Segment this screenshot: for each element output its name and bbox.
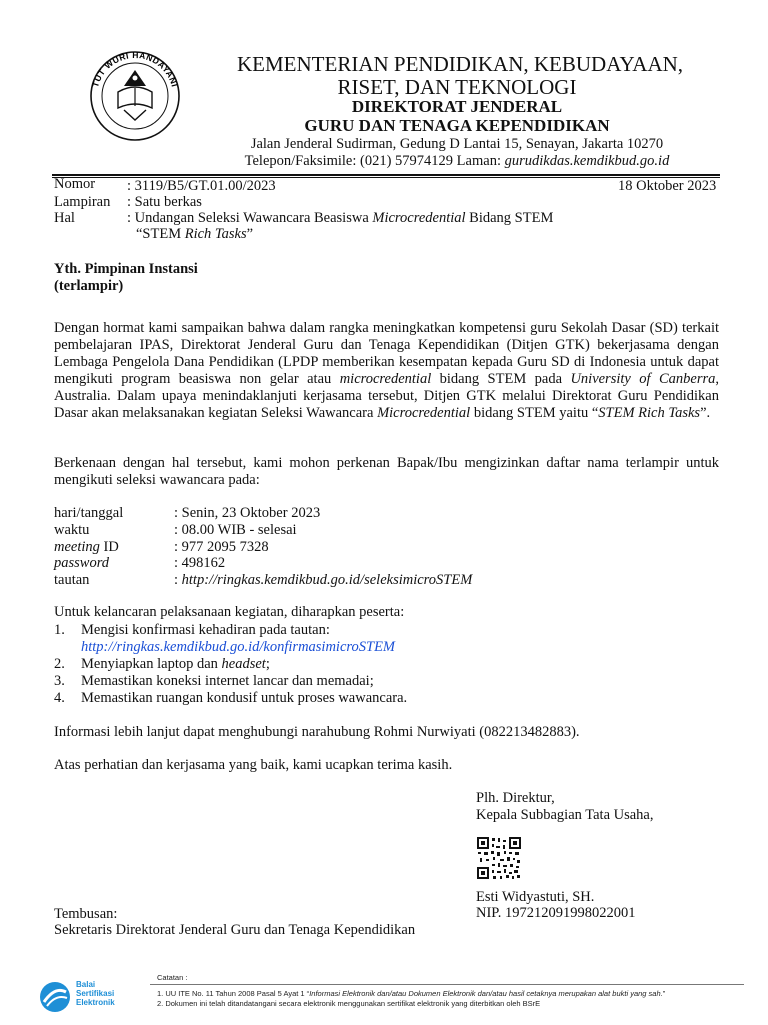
- hal-text: : Undangan Seleksi Wawancara Beasiswa: [127, 210, 373, 226]
- note1-prefix: 1. UU ITE No. 11 Tahun 2008 Pasal 5 Ayat 1 “: [157, 989, 310, 998]
- signer-title-2: Kepala Subbagian Tata Usaha,: [476, 807, 654, 823]
- instruction-text-2: [81, 656, 270, 673]
- hal-suffix: Bidang STEM: [465, 210, 554, 226]
- hal-line2-italic: Rich Tasks: [184, 226, 247, 242]
- p1-text-3: , Australia. Dalam upaya menindaklanjuti kerjasama tersebut, Ditjen GTK melalui Direktorat Guru Pendidikan Dasar akan melaksanakan kegiatan Seleksi Wawancara: [54, 371, 719, 421]
- directorate-line2: GURU DAN TENAGA KEPENDIDIKAN: [304, 116, 610, 135]
- qr-code: [476, 836, 522, 880]
- instruction-number-3: 3.: [54, 673, 65, 689]
- contact-info: Informasi lebih lanjut dapat menghubungi narahubung Rohmi Nurwiyati (082213482883).: [54, 724, 580, 740]
- p1-text-5: ”.: [700, 405, 711, 421]
- ministry-name-line2: RISET, DAN TEKNOLOGI: [337, 75, 577, 99]
- recipient-line2: (terlampir): [54, 278, 124, 294]
- schedule-value-meeting-id: : 977 2095 7328: [174, 539, 269, 555]
- bsre-text-2: Sertifikasi: [76, 989, 115, 998]
- ministry-name-line1: KEMENTERIAN PENDIDIKAN, KEBUDAYAAN,: [237, 52, 684, 76]
- bsre-text-3: Elektronik: [76, 998, 115, 1007]
- hal-label: Hal: [54, 210, 75, 226]
- bsre-logo: [36, 976, 146, 1016]
- tut-wuri-handayani-logo: [80, 48, 190, 144]
- nomor-label: Nomor: [54, 176, 96, 192]
- hal-value: [127, 210, 553, 227]
- p1-text-2: bidang STEM pada: [431, 371, 571, 387]
- schedule-label-link: tautan: [54, 572, 90, 588]
- hal-line2: [136, 226, 253, 243]
- link-prefix: :: [174, 572, 182, 588]
- seleksi-link[interactable]: http://ringkas.kemdikbud.go.id/seleksimicroSTEM: [181, 572, 473, 588]
- note1-suffix: ”: [662, 989, 666, 998]
- signer-title-1: Plh. Direktur,: [476, 790, 555, 806]
- instruction-2-end: ;: [265, 656, 270, 672]
- closing-thanks: Atas perhatian dan kerjasama yang baik, kami ucapkan terima kasih.: [54, 757, 453, 773]
- p1-text-1: Dengan hormat kami sampaikan bahwa dalam rangka meningkatkan kompetensi guru Sekolah Dasar (SD) terkait pembelajaran IPAS, Direktorat Jenderal Guru dan Tenaga Kependidikan (Ditjen GTK) bekerjasama dengan Lembaga Pengelola Dana Pendidikan (LPDP memberikan kesempatan kepada Guru SD di Indonesia untuk dapat mengikuti program beasiswa non gelar atau: [54, 320, 719, 387]
- hal-line2-open: “STEM: [136, 226, 185, 242]
- meeting-label-rest: ID: [99, 539, 119, 555]
- schedule-label-meeting-id: [54, 539, 119, 556]
- catatan-note-2: 2. Dokumen ini telah ditandatangani secara elektronik menggunakan sertifikat elektronik yang diterbitkan oleh BSrE: [157, 999, 541, 1008]
- instructions-intro: Untuk kelancaran pelaksanaan kegiatan, diharapkan peserta:: [54, 604, 405, 620]
- tembusan-value: Sekretaris Direktorat Jenderal Guru dan Tenaga Kependidikan: [54, 922, 416, 938]
- schedule-value-link: [174, 572, 472, 589]
- konfirmasi-link[interactable]: http://ringkas.kemdikbud.go.id/konfirmasimicroSTEM: [81, 639, 396, 655]
- recipient-line1: Yth. Pimpinan Instansi: [54, 261, 198, 277]
- instruction-number-1: 1.: [54, 622, 65, 638]
- body-paragraph-2: Berkenaan dengan hal tersebut, kami mohon perkenan Bapak/Ibu mengizinkan daftar nama terlampir untuk mengikuti seleksi wawancara pada:: [54, 455, 719, 488]
- tembusan-label: Tembusan:: [54, 906, 118, 922]
- schedule-value-date: : Senin, 23 Oktober 2023: [174, 505, 321, 521]
- hal-italic: Microcredential: [372, 210, 466, 226]
- bsre-emblem-icon: [38, 980, 72, 1014]
- instruction-text-3: Memastikan koneksi internet lancar dan memadai;: [81, 673, 374, 689]
- p1-italic-4: STEM Rich Tasks: [598, 405, 701, 421]
- instruction-text-4: Memastikan ruangan kondusif untuk proses wawancara.: [81, 690, 408, 706]
- svg-text:TUT WURI HANDAYANI: TUT WURI HANDAYANI: [90, 49, 180, 89]
- header-rule-thick: [52, 174, 720, 176]
- instruction-2-italic: headset: [221, 656, 266, 672]
- schedule-label-password: password: [54, 555, 110, 571]
- instruction-text-1: Mengisi konfirmasi kehadiran pada tautan:: [81, 622, 330, 638]
- ministry-address: Jalan Jenderal Sudirman, Gedung D Lantai 15, Senayan, Jakarta 10270: [250, 136, 664, 152]
- letter-date: 18 Oktober 2023: [618, 178, 717, 194]
- lampiran-value: : Satu berkas: [127, 194, 202, 210]
- instruction-number-4: 4.: [54, 690, 65, 706]
- instruction-number-2: 2.: [54, 656, 65, 672]
- catatan-label: Catatan :: [157, 973, 188, 982]
- p1-italic-2: University of Canberra: [570, 371, 716, 387]
- hal-line2-close: ”: [246, 226, 254, 242]
- schedule-value-time: : 08.00 WIB - selesai: [174, 522, 297, 538]
- contact-website: gurudikdas.kemdikbud.go.id: [504, 153, 670, 169]
- instruction-2-text: Menyiapkan laptop dan: [81, 656, 222, 672]
- signer-nip: NIP. 197212091998022001: [476, 905, 636, 921]
- signer-name: Esti Widyastuti, SH.: [476, 889, 595, 905]
- schedule-label-date: hari/tanggal: [54, 505, 124, 521]
- schedule-label-time: waktu: [54, 522, 90, 538]
- p1-italic-1: microcredential: [339, 371, 432, 387]
- body-paragraph-1: [54, 320, 719, 422]
- bsre-text-1: Balai: [76, 980, 96, 989]
- contact-phone: Telepon/Faksimile: (021) 57974129 Laman:: [244, 153, 505, 169]
- ministry-contact: [222, 153, 692, 170]
- schedule-value-password: : 498162: [174, 555, 226, 571]
- meeting-label-italic: meeting: [54, 539, 100, 555]
- directorate-line1: DIREKTORAT JENDERAL: [351, 97, 563, 116]
- catatan-note-1: [157, 989, 665, 998]
- nomor-value: : 3119/B5/GT.01.00/2023: [127, 178, 276, 194]
- p1-italic-3: Microcredential: [377, 405, 471, 421]
- lampiran-label: Lampiran: [54, 194, 111, 210]
- note1-italic: Informasi Elektronik dan/atau Dokumen Elektronik dan/atau hasil cetaknya merupakan alat bukti yang sah.: [309, 989, 663, 998]
- p1-text-4: bidang STEM yaitu “: [470, 405, 599, 421]
